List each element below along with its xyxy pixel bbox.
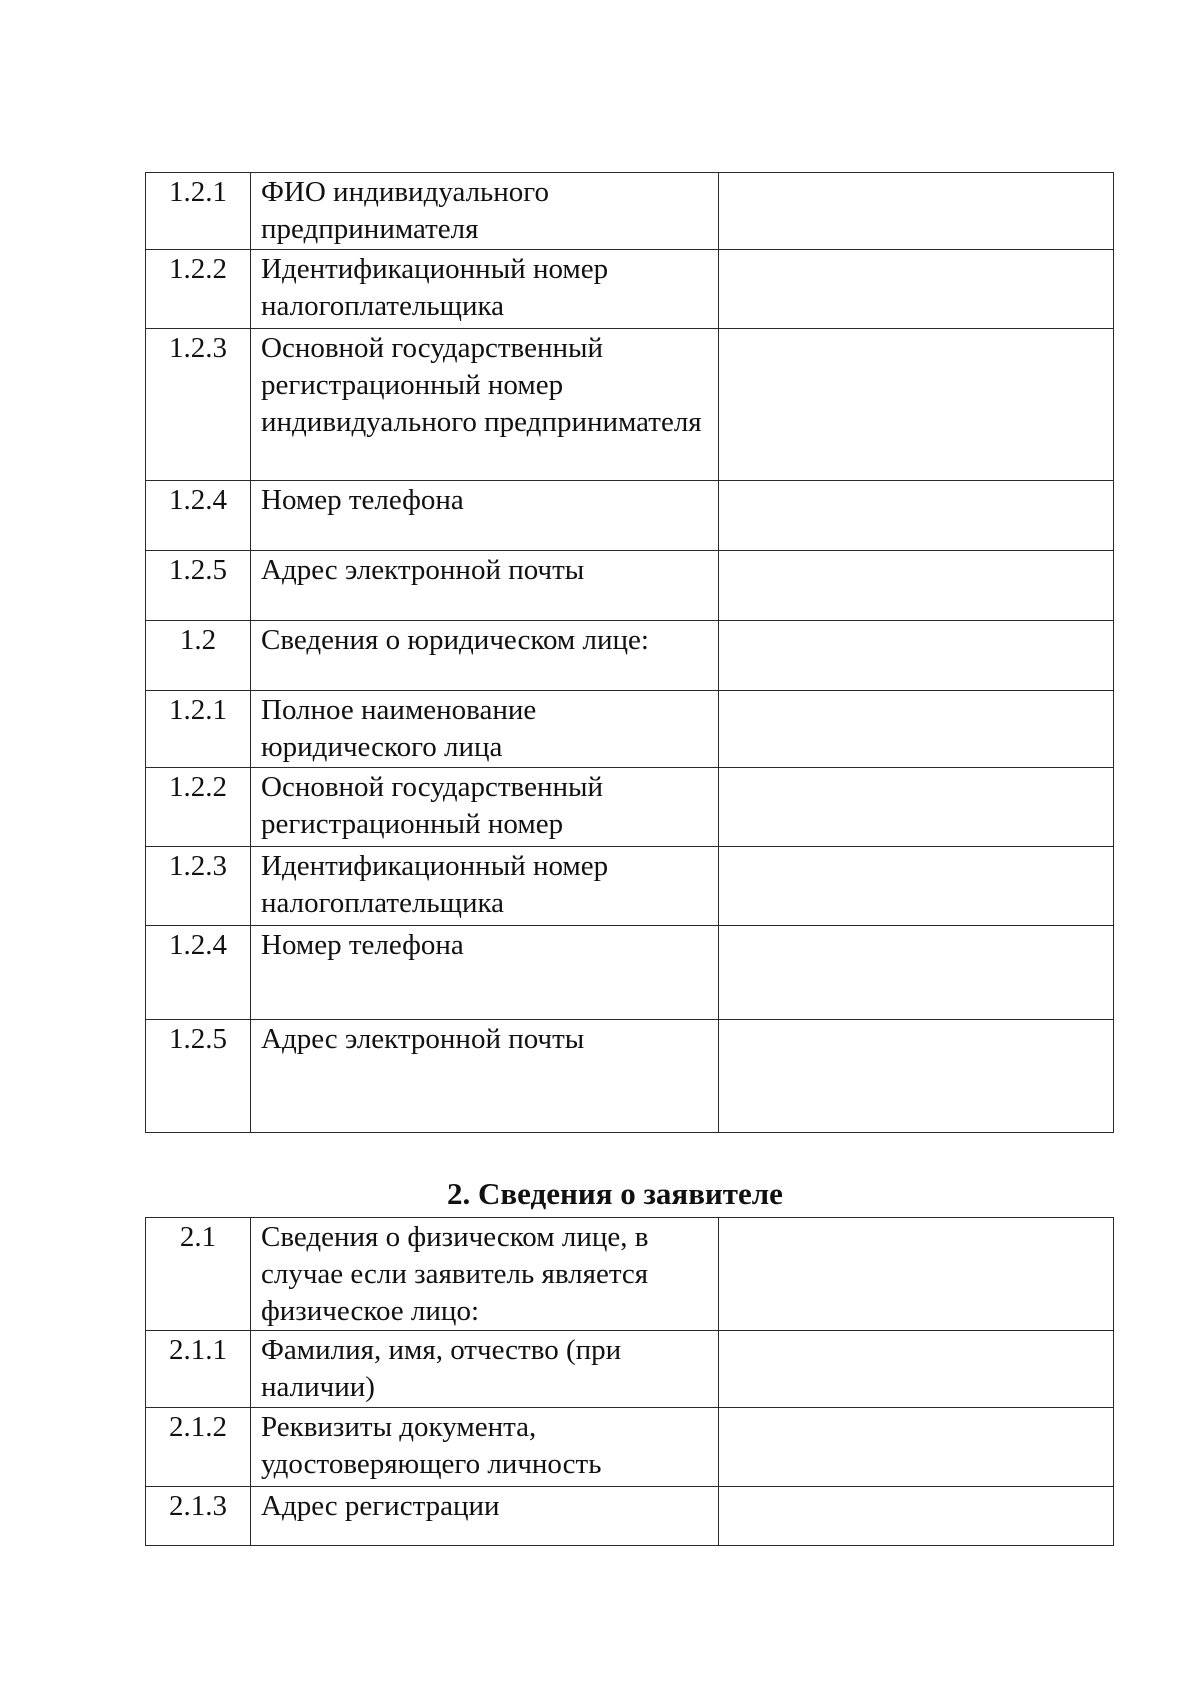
table-row [146,768,1114,847]
table-row [146,1487,1114,1546]
table-row [146,621,1114,691]
row-number: 1.2.1 [146,173,251,250]
table-row [146,1408,1114,1487]
value-cell[interactable] [719,768,1114,847]
row-label: Основной государственный регистрационный номер [251,768,719,847]
row-label: Адрес электронной почты [251,1020,719,1133]
value-cell[interactable] [719,329,1114,481]
row-label: Сведения о юридическом лице: [251,621,719,691]
value-cell[interactable] [719,250,1114,329]
row-number: 2.1.2 [146,1408,251,1487]
table-row [146,847,1114,926]
value-cell[interactable] [719,551,1114,621]
value-cell[interactable] [719,1020,1114,1133]
value-cell[interactable] [719,1331,1114,1408]
value-cell[interactable] [719,1408,1114,1487]
applicant-details-table-2 [145,1217,1114,1546]
row-number: 1.2.5 [146,551,251,621]
row-label: Номер телефона [251,481,719,551]
table-row [146,329,1114,481]
row-number: 1.2.1 [146,691,251,768]
row-number: 1.2.3 [146,329,251,481]
value-cell[interactable] [719,621,1114,691]
row-label: Адрес электронной почты [251,551,719,621]
row-number: 2.1 [146,1218,251,1331]
table-row [146,173,1114,250]
applicant-details-table-1 [145,172,1114,1133]
row-label: Фамилия, имя, отчество (при наличии) [251,1331,719,1408]
table-row [146,1020,1114,1133]
table-row [146,1331,1114,1408]
table-row [146,926,1114,1020]
value-cell[interactable] [719,1487,1114,1546]
row-label: Номер телефона [251,926,719,1020]
value-cell[interactable] [719,481,1114,551]
row-label: Реквизиты документа, удостоверяющего личность [251,1408,719,1487]
row-label: Идентификационный номер налогоплательщика [251,847,719,926]
value-cell[interactable] [719,1218,1114,1331]
row-label: Адрес регистрации [251,1487,719,1546]
table-row [146,250,1114,329]
row-number: 1.2.2 [146,768,251,847]
table-row [146,691,1114,768]
row-number: 1.2.3 [146,847,251,926]
row-label: Сведения о физическом лице, в случае если заявитель является физическое лицо: [251,1218,719,1331]
row-number: 1.2 [146,621,251,691]
row-number: 1.2.2 [146,250,251,329]
table-row [146,551,1114,621]
row-label: Полное наименование юридического лица [251,691,719,768]
row-label: Идентификационный номер налогоплательщика [251,250,719,329]
row-number: 2.1.3 [146,1487,251,1546]
value-cell[interactable] [719,173,1114,250]
row-number: 1.2.4 [146,926,251,1020]
table-row [146,481,1114,551]
row-number: 1.2.4 [146,481,251,551]
row-label: Основной государственный регистрационный номер индивидуального предпринимателя [251,329,719,481]
table-row [146,1218,1114,1331]
section-heading: 2. Сведения о заявителе [447,1176,783,1211]
value-cell[interactable] [719,847,1114,926]
row-number: 2.1.1 [146,1331,251,1408]
value-cell[interactable] [719,691,1114,768]
row-label: ФИО индивидуального предпринимателя [251,173,719,250]
row-number: 1.2.5 [146,1020,251,1133]
value-cell[interactable] [719,926,1114,1020]
